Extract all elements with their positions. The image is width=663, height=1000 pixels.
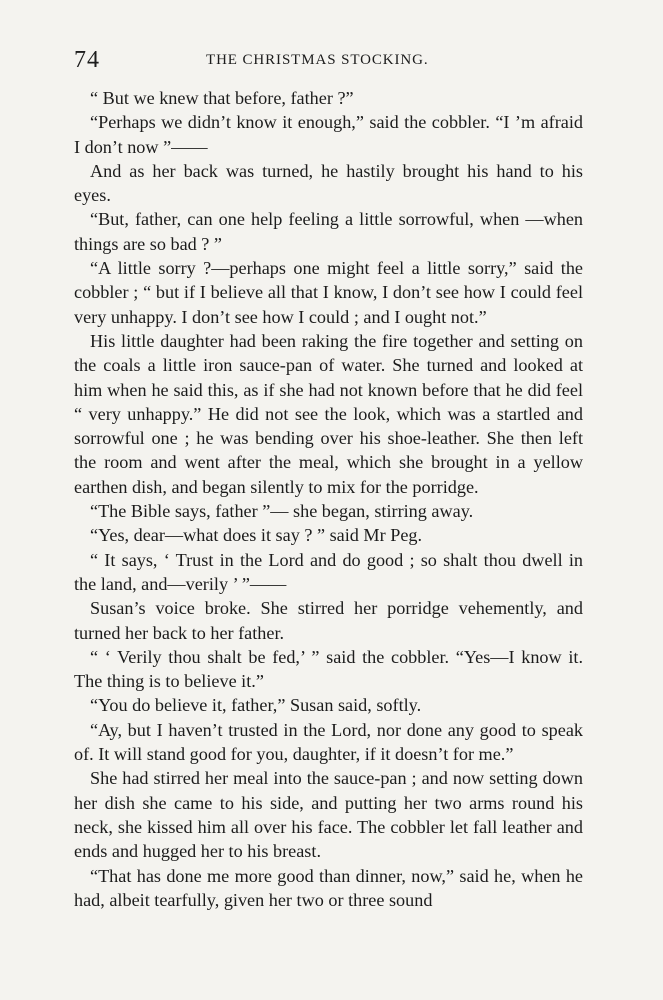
page-header <box>74 46 583 76</box>
paragraph: She had stirred her meal into the sauce-pan ; and now setting down her dish she came to his side, and putting her two arms round his neck, she kissed him all over his face. The cobbler let fall leather and ends and hugged her to his breast. <box>74 768 583 862</box>
paragraph: “But, father, can one help feeling a little sorrowful, when —when things are so bad ? ” <box>74 209 583 254</box>
paragraph: His little daughter had been raking the fire together and setting on the coals a little iron sauce-pan of water. She turned and looked at him when he said this, as if she had not known before that he did feel “ very unhappy.” He did not see the look, which was a startled and sorrowful one ; he was bending over his shoe-leather. She then left the room and went after the meal, which she brought in a yellow earthen dish, and began silently to mix for the porridge. <box>74 330 583 497</box>
paragraph: “Yes, dear—what does it say ? ” said Mr Peg. <box>90 525 423 546</box>
paragraph: “The Bible says, father ”— she began, stirring away. <box>90 501 474 522</box>
paragraph: “A little sorry ?—perhaps one might feel a little sorry,” said the cobbler ; “ but if I believe all that I know, I don’t see how I could feel very unhappy. I don’t see how I could ; and I ought not.” <box>74 258 583 327</box>
body-text <box>74 86 583 912</box>
paragraph: “Perhaps we didn’t know it enough,” said the cobbler. “I ’m afraid I don’t now ”—— <box>74 112 583 157</box>
paragraph: And as her back was turned, he hastily brought his hand to his eyes. <box>74 160 583 206</box>
paragraph: “ But we knew that before, father ?” <box>90 88 354 108</box>
running-title: THE CHRISTMAS STOCKING. <box>206 52 429 68</box>
paragraph: “ It says, ‘ Trust in the Lord and do good ; so shalt thou dwell in the land, and—verily ’ ”—— <box>74 549 583 594</box>
paragraph: Susan’s voice broke. She stirred her porridge vehemently, and turned her back to her father. <box>74 598 583 643</box>
paragraph: “That has done me more good than dinner, now,” said he, when he had, albeit tearfully, given her two or three sound <box>74 865 583 910</box>
page-number: 74 <box>74 47 100 73</box>
paragraph: “Ay, but I haven’t trusted in the Lord, nor done any good to speak of. It will stand good for you, daughter, if it doesn’t for me.” <box>74 719 583 765</box>
paragraph: “You do believe it, father,” Susan said, softly. <box>90 695 422 716</box>
paragraph: “ ‘ Verily thou shalt be fed,’ ” said the cobbler. “Yes—I know it. The thing is to believe it.” <box>74 646 583 692</box>
